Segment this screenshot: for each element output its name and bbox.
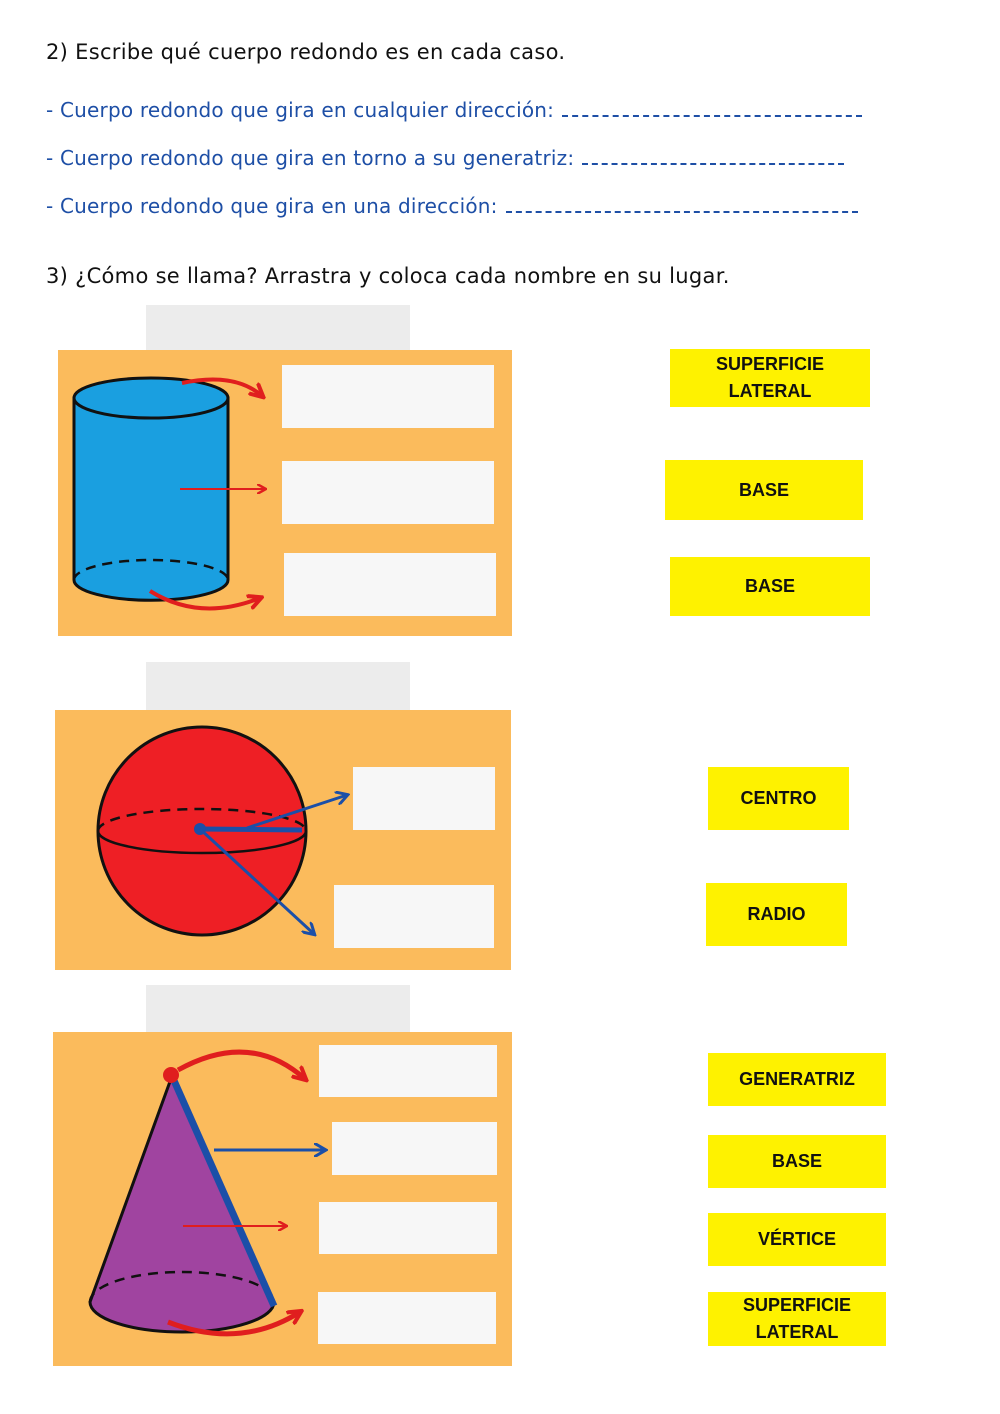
question-generatrix-label: - Cuerpo redondo que gira en torno a su generatriz: (46, 146, 575, 170)
tile-label: RADIO (747, 904, 806, 924)
tile-center[interactable] (708, 767, 849, 830)
tile-base-cylinder-2[interactable] (670, 557, 870, 616)
tile-base-cylinder-1[interactable] (665, 460, 863, 520)
question-one-direction-label: - Cuerpo redondo que gira en una dirección: (46, 194, 498, 218)
arrow-icon (178, 1052, 305, 1079)
tile-label: BASE (744, 576, 795, 596)
tile-generatrix[interactable] (708, 1053, 886, 1106)
tile-label: BASE (738, 479, 789, 500)
tile-label: GENERATRIZ (739, 1069, 855, 1089)
exercise-2-heading: 2) Escribe qué cuerpo redondo es en cada caso. (46, 40, 566, 64)
tile-label: VÉRTICE (757, 1229, 836, 1249)
tile-lateral-surface-cone[interactable] (708, 1292, 886, 1346)
tile-label: SUPERFICIE LATERAL (715, 354, 825, 401)
tile-lateral-surface-cylinder[interactable] (670, 349, 870, 407)
tile-label: BASE (771, 1151, 822, 1171)
exercise-3-heading: 3) ¿Cómo se llama? Arrastra y coloca cada nombre en su lugar. (46, 264, 730, 288)
tile-base-cone[interactable] (708, 1135, 886, 1188)
tile-vertex[interactable] (708, 1213, 886, 1266)
tile-label: CENTRO (740, 788, 817, 808)
tile-label: SUPERFICIE LATERAL (742, 1295, 852, 1342)
question-any-direction-label: - Cuerpo redondo que gira en cualquier dirección: (46, 98, 555, 122)
tile-radius[interactable] (706, 883, 847, 946)
cone-illustration (90, 1067, 274, 1332)
